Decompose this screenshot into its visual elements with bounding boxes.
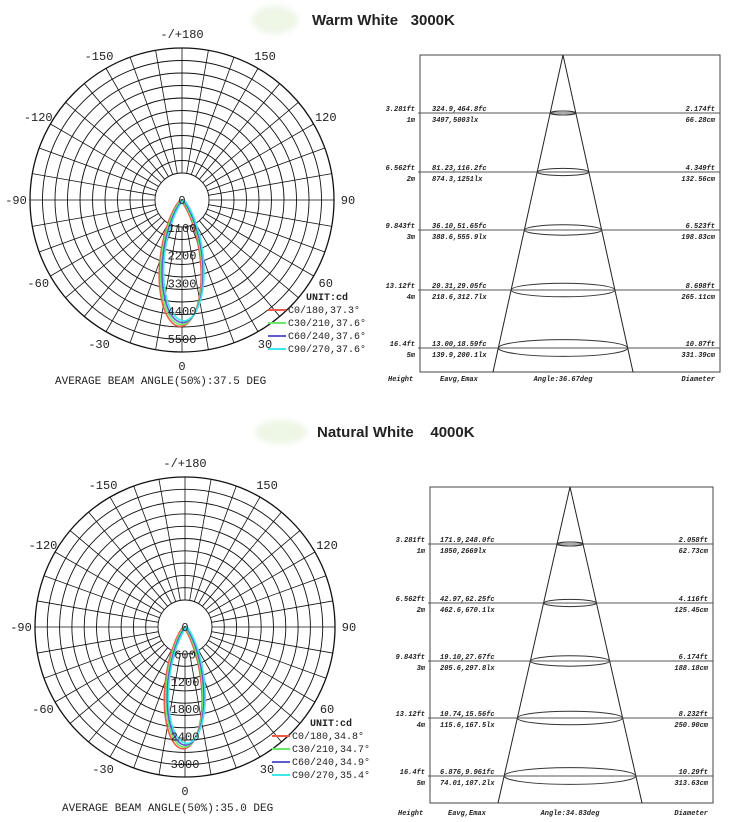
polar-spoke: [130, 57, 173, 174]
height-m: 1m: [406, 117, 415, 125]
polar-spoke: [70, 644, 164, 723]
polar-radial-label: 3300: [167, 277, 197, 292]
polar-spoke: [89, 648, 168, 742]
height-ft: 16.4ft: [399, 769, 425, 777]
height-ft: 13.12ft: [385, 283, 415, 291]
polar-spoke: [70, 531, 164, 610]
footer-angle: Angle:36.67deg: [533, 376, 593, 384]
height-ft: 6.562ft: [395, 596, 425, 604]
average-beam-angle: AVERAGE BEAM ANGLE(50%):37.5 DEG: [55, 376, 267, 388]
polar-spoke: [212, 601, 333, 622]
height-m: 3m: [416, 665, 425, 673]
height-ft: 13.12ft: [395, 711, 425, 719]
illuminance-lx: 139.9,200.1lx: [432, 352, 487, 360]
diameter-cm: 265.11cm: [681, 294, 715, 302]
polar-spoke: [89, 512, 168, 606]
polar-spoke: [206, 531, 300, 610]
footer-diameter: Diameter: [674, 810, 708, 818]
illuminance-fc: 36.10,51.65fc: [432, 223, 487, 231]
diameter-cm: 132.56cm: [681, 176, 715, 184]
polar-angle-label: -60: [27, 277, 50, 291]
illuminance-fc: 324.9,464.8fc: [432, 106, 487, 114]
polar-radial-label: 4400: [167, 305, 197, 320]
illuminance-lx: 115.6,167.5lx: [440, 722, 495, 730]
diameter-cm: 313.63cm: [674, 780, 708, 788]
height-m: 1m: [416, 548, 425, 556]
polar-angle-label: -/+180: [163, 457, 207, 471]
legend-label: C30/210,37.6°: [288, 319, 367, 330]
polar-angle-label: -90: [5, 194, 27, 208]
polar-spoke: [134, 486, 176, 602]
diameter-cm: 66.28cm: [685, 117, 715, 125]
polar-spoke: [66, 217, 162, 297]
polar-spoke: [156, 50, 178, 173]
polar-spoke: [209, 205, 332, 227]
polar-radial-label: 3000: [170, 758, 200, 772]
diameter-cm: 188.18cm: [674, 665, 708, 673]
height-ft: 9.843ft: [385, 223, 415, 231]
polar-angle-label: 150: [256, 478, 278, 493]
polar-radial-label: 1100: [167, 221, 197, 236]
cone-edge-right: [563, 55, 633, 372]
illuminance-lx: 462.6,670.1lx: [440, 607, 495, 615]
polar-spoke: [209, 174, 332, 196]
diameter-ft: 2.174ft: [685, 106, 715, 114]
illuminance-fc: 10.74,15.56fc: [440, 711, 495, 719]
height-m: 2m: [416, 607, 425, 615]
polar-spoke: [37, 632, 158, 653]
illuminance-fc: 81.23,116.2fc: [432, 165, 487, 173]
cct-text: 4000K: [430, 424, 475, 441]
polar-spoke: [37, 601, 158, 622]
polar-spoke: [66, 102, 162, 182]
illuminance-fc: 171.9,248.0fc: [440, 537, 495, 545]
diameter-cm: 62.73cm: [678, 548, 708, 556]
height-ft: 6.562ft: [385, 165, 415, 173]
diameter-ft: 6.174ft: [678, 654, 708, 662]
legend-label: C90/270,35.4°: [292, 771, 371, 782]
illuminance-fc: 13.00,18.59fc: [432, 341, 487, 349]
polar-angle-label: 120: [314, 111, 337, 125]
height-m: 5m: [416, 780, 425, 788]
polar-angle-label: -90: [10, 621, 32, 635]
title-text: Warm White: [312, 12, 399, 29]
diameter-cm: 331.39cm: [681, 352, 715, 360]
illuminance-lx: 3497,5003lx: [432, 117, 479, 125]
polar-spoke: [199, 221, 279, 317]
legend-label: C60/240,37.6°: [288, 332, 367, 343]
polar-angle-label: 30: [257, 337, 273, 352]
diameter-ft: 8.698ft: [685, 283, 715, 291]
polar-spoke: [206, 644, 300, 723]
polar-spoke: [203, 102, 299, 182]
footer-angle: Angle:34.83deg: [540, 810, 600, 818]
polar-angle-label: 0: [181, 785, 189, 799]
polar-angle-label: -120: [28, 539, 58, 553]
footer-diameter: Diameter: [681, 376, 715, 384]
polar-radial-label: 0: [181, 621, 189, 635]
polar-angle-label: -120: [23, 111, 53, 125]
illuminance-lx: 874.3,1251lx: [432, 176, 483, 184]
polar-spoke: [207, 209, 324, 252]
illuminance-fc: 42.97,62.25fc: [440, 596, 495, 604]
legend-label: C90/270,37.6°: [288, 345, 367, 356]
average-beam-angle: AVERAGE BEAM ANGLE(50%):35.0 DEG: [62, 803, 274, 815]
polar-spoke: [159, 479, 180, 600]
polar-spoke: [191, 57, 234, 174]
height-ft: 3.281ft: [385, 106, 415, 114]
polar-angle-label: 90: [340, 194, 356, 208]
polar-radial-label: 2400: [170, 730, 200, 745]
polar-spoke: [202, 512, 281, 606]
polar-radial-label: 2200: [167, 249, 197, 264]
illuminance-fc: 20.31,29.05fc: [432, 283, 487, 291]
legend-label: C0/180,37.3°: [288, 306, 361, 317]
polar-spoke: [210, 576, 326, 618]
polar-spoke: [202, 648, 281, 742]
height-m: 4m: [406, 294, 415, 302]
cone-frame: [420, 55, 720, 372]
height-ft: 16.4ft: [389, 341, 415, 349]
diameter-ft: 8.232ft: [678, 711, 708, 719]
legend-label: C60/240,34.9°: [292, 758, 371, 769]
polar-spoke: [32, 174, 155, 196]
polar-spoke: [39, 148, 156, 191]
polar-angle-label: 120: [316, 539, 338, 553]
illuminance-fc: 19.10,27.67fc: [440, 654, 495, 662]
polar-spoke: [199, 84, 279, 180]
diameter-cm: 250.90cm: [674, 722, 708, 730]
polar-radial-label: 0: [178, 194, 186, 208]
polar-angle-label: -60: [32, 703, 54, 717]
polar-spoke: [190, 479, 211, 600]
polar-spoke: [44, 576, 160, 618]
height-m: 3m: [406, 234, 415, 242]
polar-spoke: [210, 636, 326, 678]
illuminance-fc: 6.876,9.961fc: [440, 769, 495, 777]
polar-angle-label: 90: [341, 621, 357, 635]
height-ft: 3.281ft: [395, 537, 425, 545]
cone-edge-left: [493, 55, 563, 372]
polar-radial-label: 5500: [167, 333, 197, 347]
legend-label: C0/180,34.8°: [292, 732, 365, 743]
footer-eavg: Eavg,Emax: [440, 376, 478, 384]
height-m: 4m: [416, 722, 425, 730]
polar-spoke: [207, 148, 324, 191]
height-m: 5m: [406, 352, 415, 360]
polar-spoke: [84, 84, 164, 180]
legend-unit: UNIT:cd: [306, 293, 349, 304]
polar-angle-label: -150: [84, 50, 114, 65]
footer-eavg: Eavg,Emax: [448, 810, 486, 818]
diameter-ft: 2.058ft: [678, 537, 708, 545]
polar-spoke: [84, 221, 164, 317]
diameter-ft: 6.523ft: [685, 223, 715, 231]
polar-angle-label: -/+180: [160, 28, 204, 42]
polar-angle-label: 60: [319, 703, 335, 717]
polar-angle-label: 30: [259, 763, 275, 778]
height-ft: 9.843ft: [395, 654, 425, 662]
diameter-cm: 125.45cm: [674, 607, 708, 615]
polar-spoke: [187, 50, 209, 173]
polar-angle-label: 0: [178, 360, 186, 374]
footer-height: Height: [398, 810, 424, 818]
diameter-ft: 10.29ft: [678, 769, 708, 777]
diameter-ft: 4.116ft: [678, 596, 708, 604]
illuminance-lx: 205.6,297.8lx: [440, 665, 495, 673]
cone-edge-left: [498, 487, 570, 803]
legend-label: C30/210,34.7°: [292, 745, 371, 756]
polar-angle-label: -30: [88, 337, 110, 352]
height-m: 2m: [406, 176, 415, 184]
illuminance-lx: 218.6,312.7lx: [432, 294, 487, 302]
illuminance-lx: 1850,2669lx: [440, 548, 487, 556]
legend-unit: UNIT:cd: [310, 719, 353, 730]
polar-angle-label: 60: [318, 277, 333, 291]
polar-angle-label: -30: [92, 763, 114, 778]
title-text: Natural White: [317, 424, 414, 441]
cone-edge-right: [570, 487, 642, 803]
diameter-ft: 4.349ft: [685, 165, 715, 173]
diameter-ft: 10.87ft: [685, 341, 715, 349]
diameter-cm: 198.83cm: [681, 234, 715, 242]
cone-frame: [430, 487, 713, 803]
polar-spoke: [44, 636, 160, 678]
polar-radial-label: 1800: [170, 703, 200, 718]
polar-radial-label: 600: [174, 648, 196, 663]
illuminance-lx: 388.6,555.9lx: [432, 234, 487, 242]
polar-spoke: [212, 632, 333, 653]
illuminance-lx: 74.01,107.2lx: [440, 780, 495, 788]
cct-text: 3000K: [410, 12, 455, 29]
polar-spoke: [32, 205, 155, 227]
polar-radial-label: 1200: [170, 675, 200, 690]
polar-spoke: [194, 486, 236, 602]
footer-height: Height: [388, 376, 414, 384]
polar-spoke: [39, 209, 156, 252]
polar-spoke: [203, 217, 299, 297]
polar-angle-label: -150: [88, 478, 118, 493]
polar-angle-label: 150: [254, 50, 276, 65]
